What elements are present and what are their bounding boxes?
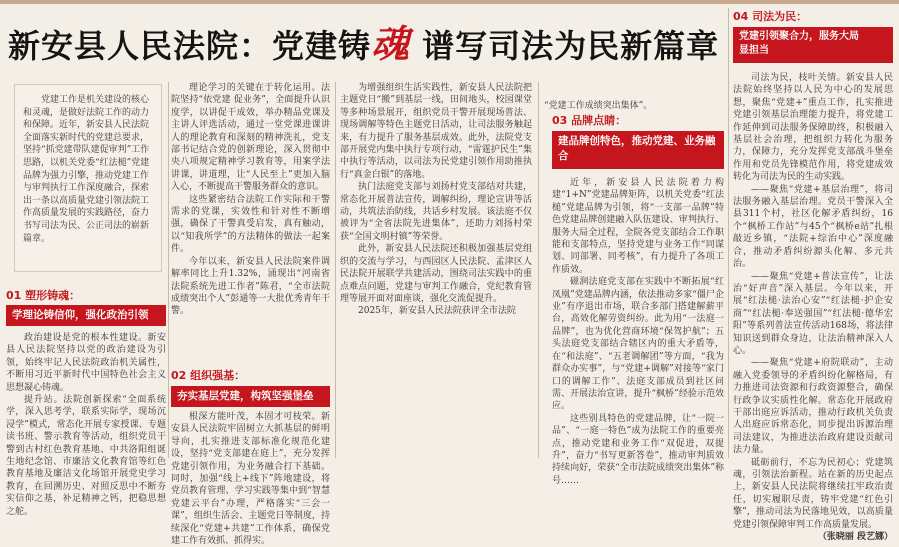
top-rule [0, 0, 899, 4]
section-02-head [171, 369, 245, 383]
s4-paragraph-5: 砥砺前行，不忘为民初心；党建筑魂，引领法治新程。站在新的历史起点上，新安县人民法院将继续扛牢政治责任，切实履职尽责，铸牢党建“红色引擎”，推动司法为民落地见效，以高质量党建引领保障审判工作高质量发展。 [733, 457, 893, 530]
column-4 [552, 177, 724, 486]
s4-paragraph-4: ——聚焦“党建+府院联动”，主动融入党委领导的矛盾纠纷化解格局，有力推进司法资源和行政资源整合，确保行政争议实质性化解。常态化开展政府干部出庭应诉活动，推动行政机关负责人出庭应诉常态化，同步提出诉源治理司法建议，为推进法治政府建设贡献司法力量。 [733, 358, 893, 456]
s4-paragraph-2: ——聚焦“党建+基层治理”，将司法服务融入基层治理。党员干警深入全县311个村，社区化解矛盾纠纷，16个“枫桥工作站”与45个“枫桥e站”扎根敲近乡镇，“法院+综治中心”深度融合，推动矛盾纠纷源头化解、多元共治。 [733, 184, 893, 270]
section-03-banner: 建品牌创特色，推动党建、业务融合 [552, 131, 724, 169]
headline-part-1: 新安县人民法院：党建铸 [8, 27, 372, 65]
section-04-head [733, 10, 807, 24]
section-03-title: 品牌点睛： [571, 114, 627, 127]
column-5 [733, 72, 893, 543]
byline: （张晓丽 段艺娜） [817, 532, 893, 543]
s2-paragraph-4: 此外，新安县人民法院还积极加强基层党组织的交流与学习，与西园区人民法院、孟津区人民法院开展联学共建活动，围绕司法实践中的重点难点问题，党建与审判工作融合，党纪教育管理等展开面对面座谈，强化交流促提升。 [340, 244, 532, 304]
s1-paragraph-3: 这些紧密结合法院工作实际和干警需求的党课，实效性和针对性不断增强，确保了干警真受启发，真有触动，以“知我所学”的方法精体的做法一起案件。 [171, 194, 330, 255]
s4-paragraph-1: 司法为民，枝叶关情。新安县人民法院始终坚持以人民为中心的发展思想，聚焦“党建+”重点工作，扎实推进党建引领基层治理能力提升，将党建工作延伸到司法服务保障助终，积极融入基层社会治理，把组织力转化为服务力，保障力，充分发挥党支部战斗堡垒作用和党员先锋模范作用，将党建成效转化为司法为民的生动实践。 [733, 73, 893, 183]
column-divider [538, 82, 539, 458]
column-divider [168, 82, 169, 458]
intro-box [14, 84, 162, 272]
column-divider [728, 8, 729, 458]
section-01-number: 01 [6, 289, 22, 302]
s2-paragraph-5: 2025年，新安县人民法院获评全市法院 [358, 306, 516, 317]
s1-paragraph-1: 政治建设是党的根本性建设。新安县人民法院坚持以党的政治建设为引领，始终牢记人民法院政治机关属性，不断用习近平新时代中国特色社会主义思想凝心铸魂。 [6, 333, 166, 393]
section-03-head [552, 114, 626, 128]
section-04-banner [733, 27, 893, 63]
s3-lead [544, 100, 724, 114]
s2-paragraph-3: 执门法庭党支部与刘扬村党支部结对共建，常态化开展普法宣传，调解纠纷，理论宣讲等活动，共筑法治防线，共话乡村发展。该法庭不仅被评为“全省法院先进集体”，还助力刘扬村荣获“全国文明村镇”等荣誉。 [340, 182, 532, 242]
headline-accent-char: 魂 [371, 21, 411, 66]
s4-paragraph-3: ——聚焦“党建+普法宣传”，让法治“好声音”深入基层。今年以来，开展“红法槌·法治心安”“红法槌·护企安商”“红法槌·奉送强国”“红法槌·德华宏阳”等系列普法宣传活动168场，将法律知识送到群众身边，让法治精神深入人心。 [733, 271, 893, 356]
headline-part-2: 谱写司法为民新篇章 [410, 27, 720, 65]
s3-paragraph-2: 磁涧法庭党支部在实践中不断拓展“红凤凰”党建品牌内涵，依法推动多家“僵尸企业”有序退出市场，联合多部门搭建解薪平台，高效化解劳资纠纷。此为用“一法庭一品牌”，也为优化营商环境“保驾护航”；五头法庭党支部结合辖区内的重大矛盾等，在“和法庭”、“五老调解团”等方面，“我为群众办实事”，与“党建+调解”对接等“家门口的调解工作”、法庭支部成员到社区问需、开展法治宣讲，提升“枫桥”经验示范效应。 [552, 277, 724, 412]
section-04-banner-line-1: 党建引领聚合力，服务大局 [739, 31, 859, 42]
column-3 [340, 82, 532, 458]
column-2-bottom [171, 411, 330, 547]
section-01-title: 塑形铸魂： [25, 289, 81, 302]
section-02-title: 组织强基： [190, 369, 246, 382]
s1-paragraph-2-cont: 理论学习的关键在于转化运用。法院坚持“依党建 促业务”，全面提升认识度学，以讲促干成效，举办精品党课及主讲人评选活动，通过一堂党课进课讲人的理论教育和深刻的精神洗礼，党支部书记结合党的创新理论，深入贯彻中央八项规定精神学习教育等，用案学法讲课，讲道理，让“人民至上”更加入脑入心，不断提高干警服务群众的意识。 [171, 83, 330, 193]
section-02-banner: 夯实基层党建，构筑坚强堡垒 [171, 386, 330, 407]
section-04-banner-line-2: 显担当 [739, 45, 769, 56]
headline [8, 16, 724, 72]
column-divider [335, 82, 336, 458]
section-01-banner: 学理论铸信仰，强化政治引领 [6, 305, 166, 326]
s3-lead-text: “党建工作成绩突出集体”。 [544, 101, 653, 111]
s3-paragraph-1: 近年，新安县人民法院着力构建“1+N”党建品牌矩阵，以机关党委“红法槌”党建品牌为引领，将“一支部一品牌”特色党建品牌创建融入队伍建设、审判执行、服务大局全过程，全院各党支部结合工作职能和支部特点，坚持党建与业务工作“同谋划、同部署、同考核”，有力提升了各项工作质效。 [552, 178, 724, 275]
section-03-number: 03 [552, 114, 568, 127]
section-02-number: 02 [171, 369, 187, 382]
s2-paragraph-2: 为增强组织生活实践性，新安县人民法院把主题党日“搬”到基层一线，田间地头，校园课堂等多种场景展开，组织党员干警开展现场普法、现场调解等特色主题党日活动，让司法服务触起来，有力提升了服务基层成效。此外，法院党支部开展党内集中执行专项行动，“雷霆护民生”集中执行等活动，以司法为民党建引领作用助推执行“真金白银”的落地。 [340, 83, 532, 180]
section-04-number: 04 [733, 10, 749, 23]
s1-paragraph-2: 提升站。法院创新探索“全面系统学，深入思考学，联系实际学，现场沉浸学”模式，常态化开展专家授课、专题读书班、警示教育等活动，组织党员干警到古村红色教育基地、中共洛阳组诞生地纪念馆、市廉洁文化教育馆等红色教育基地及廉洁文化场馆开展党史学习教育，在回溯历史、对照反思中不断夯实信仰之基，补足精神之钙，把稳思想之舵。 [6, 395, 166, 517]
column-2 [171, 82, 330, 336]
s3-paragraph-3: 这些别具特色的党建品牌，让“一院一品”、“一庭一特色”成为法院工作的重要亮点，推动党建和业务工作“双促进，双提升”，奋力“书写更新答卷”，推动审判质效持续向好，荣获“全市法院成绩突出集体”称号…… [552, 413, 724, 486]
s2-paragraph-1: 根深方能叶茂，本固才可枝荣。新安县人民法院牢固树立大抓基层的鲜明导向，扎实推进支部标准化规范化建设，坚持“党支部建在庭上”，充分发挥党建引领作用，为业务融合打下基础。同时，加强“线上+线下”阵地建设，将党员教育管理、学习实践等集中到“智慧党建云平台”办理，严格落实“三会一课”，组织生活会、主题党日等制度，持续深化“党建+共建”工作体系，确保党建工作有效抓、抓得实。 [171, 412, 330, 547]
s1-paragraph-4: 今年以来，新安县人民法院案件调解率同比上升1.32%，涌现出“河南省法院系统先进工作者”陈君，“全市法院成绩突出个人”彭通等一大批优秀青年干警。 [171, 256, 330, 317]
section-01-head [6, 289, 80, 303]
column-1 [6, 332, 166, 517]
intro-text: 党建工作是机关建设的核心和灵魂，是做好法院工作的动力和保障。近年，新安县人民法院全面落实新时代的党建总要求，坚持“抓党建带队建促审判”工作思路，以机关党委“红法槌”党建品牌为强力引擎，推动党建工作与审判执行工作深度融合，探索出一条以高质量党建引领法院工作高质量发展的实践路径，奋力书写司法为民、公正司法的崭新篇章。 [23, 95, 150, 244]
section-04-title: 司法为民： [752, 10, 808, 23]
